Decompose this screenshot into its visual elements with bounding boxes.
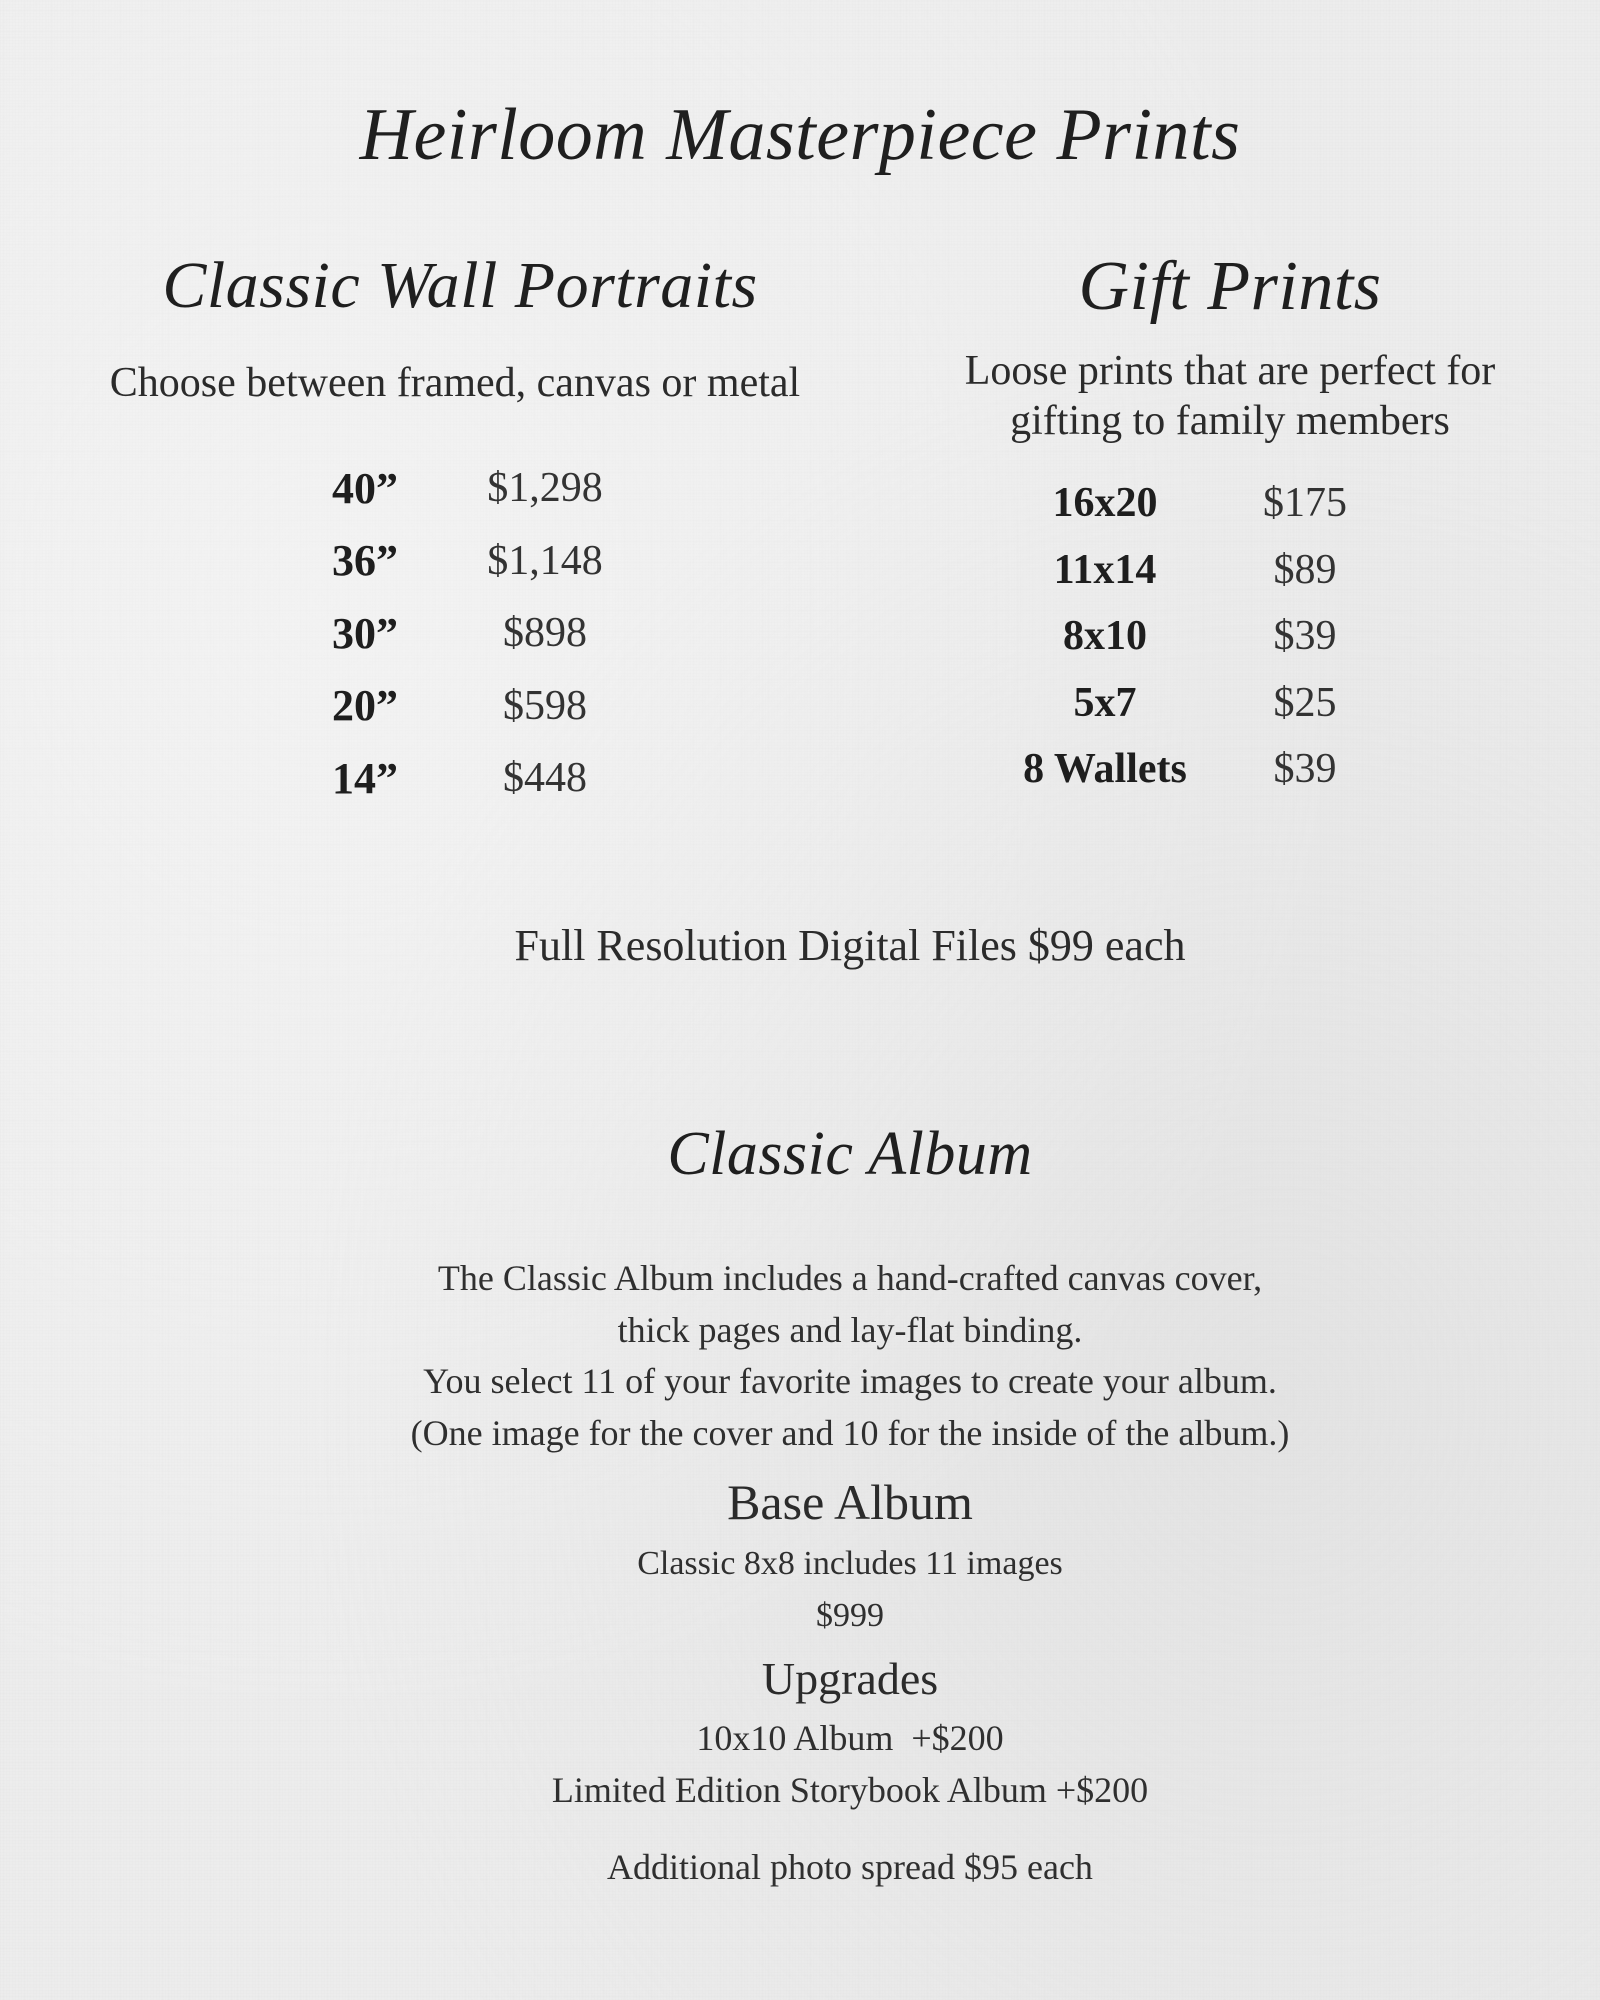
additional-spread-price: Additional photo spread $95 each bbox=[607, 1847, 1093, 1887]
gift-prints-price-table bbox=[985, 470, 1385, 803]
size-label: 36” bbox=[332, 536, 398, 586]
upgrades-title: Upgrades bbox=[761, 1653, 939, 1704]
price-row bbox=[985, 670, 1385, 737]
size-label: 11x14 bbox=[1053, 546, 1157, 593]
page-title: Heirloom Masterpiece Prints bbox=[359, 94, 1241, 176]
upgrades-list bbox=[0, 1712, 1600, 1816]
digital-files-offer: Full Resolution Digital Files $99 each bbox=[514, 921, 1186, 970]
base-album-price: $999 bbox=[816, 1597, 884, 1634]
price-row bbox=[985, 537, 1385, 604]
price-value: $39 bbox=[1273, 613, 1337, 660]
price-row bbox=[280, 670, 640, 743]
price-value: $448 bbox=[503, 755, 587, 802]
price-row bbox=[985, 736, 1385, 803]
gift-prints-subtitle-line: Loose prints that are perfect for bbox=[964, 348, 1496, 394]
price-row bbox=[280, 597, 640, 670]
price-value: $1,148 bbox=[487, 537, 603, 584]
album-description-line: The Classic Album includes a hand-crafted canvas cover, bbox=[437, 1258, 1263, 1298]
price-value: $898 bbox=[503, 610, 587, 657]
price-value: $25 bbox=[1273, 679, 1337, 726]
base-album-detail: Classic 8x8 includes 11 images bbox=[637, 1545, 1063, 1582]
price-value: $1,298 bbox=[487, 465, 603, 512]
base-album-title: Base Album bbox=[727, 1474, 973, 1530]
size-label: 40” bbox=[332, 463, 398, 513]
price-row bbox=[280, 452, 640, 525]
price-row bbox=[280, 742, 640, 815]
price-value: $39 bbox=[1273, 746, 1337, 793]
album-description-line: You select 11 of your favorite images to create your album. bbox=[423, 1361, 1277, 1401]
wall-portraits-title: Classic Wall Portraits bbox=[162, 249, 758, 322]
size-label: 5x7 bbox=[1073, 679, 1137, 726]
base-album-info bbox=[0, 1538, 1600, 1642]
upgrade-item: 10x10 Album +$200 bbox=[696, 1718, 1004, 1758]
size-label: 16x20 bbox=[1052, 480, 1158, 527]
wall-portraits-price-table bbox=[280, 452, 640, 815]
gift-prints-title: Gift Prints bbox=[1078, 248, 1382, 325]
price-row bbox=[985, 603, 1385, 670]
price-value: $175 bbox=[1263, 480, 1347, 527]
size-label: 8x10 bbox=[1063, 613, 1147, 660]
wall-portraits-subtitle: Choose between framed, canvas or metal bbox=[109, 360, 801, 406]
price-row bbox=[985, 470, 1385, 537]
gift-prints-subtitle bbox=[900, 346, 1560, 446]
album-description bbox=[0, 1253, 1600, 1459]
size-label: 30” bbox=[332, 608, 398, 658]
price-value: $89 bbox=[1273, 546, 1337, 593]
price-value: $598 bbox=[503, 682, 587, 729]
size-label: 14” bbox=[332, 753, 398, 803]
album-title: Classic Album bbox=[667, 1120, 1033, 1188]
size-label: 8 Wallets bbox=[1023, 746, 1187, 793]
price-row bbox=[280, 525, 640, 598]
album-description-line: (One image for the cover and 10 for the inside of the album.) bbox=[410, 1412, 1290, 1453]
gift-prints-subtitle-line: gifting to family members bbox=[1010, 398, 1450, 444]
size-label: 20” bbox=[332, 681, 398, 731]
upgrade-item: Limited Edition Storybook Album +$200 bbox=[551, 1770, 1149, 1810]
album-description-line: thick pages and lay-flat binding. bbox=[617, 1309, 1083, 1350]
